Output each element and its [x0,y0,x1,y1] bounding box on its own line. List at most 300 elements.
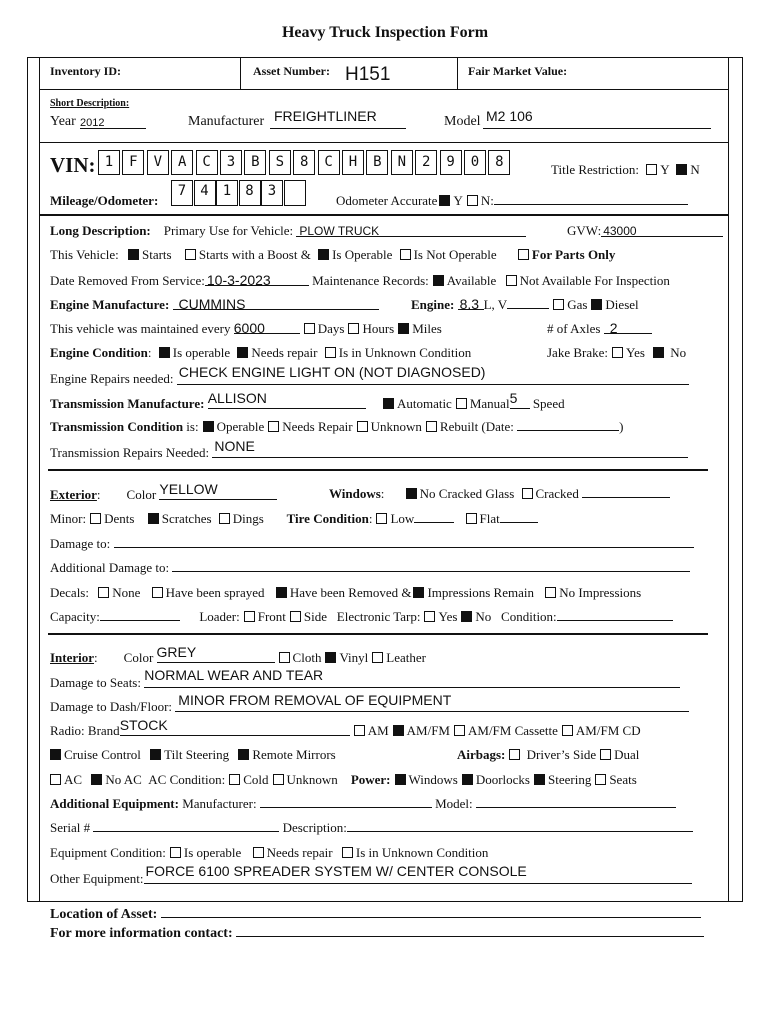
serial-row [50,820,693,836]
equipment-condition-label: Equipment Condition: [50,845,166,860]
drivers-side-checkbox[interactable] [509,749,520,760]
transmission-condition-label: Transmission Condition [50,419,184,434]
maintenance-available-label: Available [446,273,497,288]
title-restriction-label: Title Restriction: [551,162,639,177]
gas-label: Gas [567,297,588,312]
am-fm-cd-checkbox[interactable] [562,725,573,736]
contact-label: For more information contact: [50,926,233,941]
power-steering-checkbox[interactable] [534,774,545,785]
cruise-control-label: Cruise Control [64,747,141,762]
speed-field[interactable] [509,390,530,409]
am-label: AM [367,723,389,738]
dents-checkbox[interactable] [90,513,101,524]
odometer-digit-box[interactable]: 3 [261,180,283,206]
odometer-digit-box[interactable]: 8 [239,180,261,206]
equipment-needs-repair-label: Needs repair [266,845,333,860]
ac-condition-label: AC Condition: [148,772,226,787]
ac-checkbox[interactable] [50,774,61,785]
for-parts-only-label: For Parts Only [531,247,616,262]
date-removed-row [50,272,670,289]
engine-manufacture-field[interactable] [173,296,379,310]
power-windows-label: Windows [408,772,458,787]
primary-use-value: PLOW TRUCK [299,224,380,238]
gvw-field[interactable] [601,223,723,237]
transmission-repairs-row [50,438,688,461]
radio-brand-field[interactable] [119,717,350,736]
cracked-field[interactable] [582,486,670,498]
interior-color-label: Color [123,650,154,665]
engine-repairs-label: Engine Repairs needed: [50,371,174,386]
vin-char-box[interactable]: 0 [464,150,486,175]
impressions-remain-checkbox[interactable] [413,587,424,598]
model-value: M2 106 [486,108,533,124]
serial-label: Serial # [50,820,91,835]
tarp-no-label: No [475,609,492,624]
jake-brake-no-label: No [670,345,687,360]
transmission-operable-checkbox[interactable] [203,421,214,432]
ac-cold-label: Cold [243,772,269,787]
leather-checkbox[interactable] [372,652,383,663]
axles-row [547,320,652,337]
leather-label: Leather [386,650,426,665]
dings-checkbox[interactable] [219,513,230,524]
engine-is-operable-checkbox[interactable] [159,347,170,358]
engine-row [411,296,639,313]
interior-label: Interior [50,650,95,665]
tarp-condition-field[interactable] [557,609,673,621]
tarp-yes-label: Yes [438,609,458,624]
this-vehicle-row [50,247,615,263]
vin-char-box[interactable]: 8 [488,150,510,175]
odometer-accurate-n-label: N: [480,193,494,208]
vin-char-box[interactable]: C [318,150,340,175]
tilt-steering-checkbox[interactable] [150,749,161,760]
title-restriction-y-checkbox[interactable] [646,164,657,175]
vin-label: VIN: [50,153,96,177]
windows-label: Windows [329,486,381,501]
contact-row [50,925,704,942]
damage-row [50,536,694,552]
no-cracked-glass-checkbox[interactable] [406,488,417,499]
hours-checkbox[interactable] [348,323,359,334]
jake-brake-yes-checkbox[interactable] [612,347,623,358]
location-row [50,906,701,923]
equipment-operable-label: Is operable [183,845,242,860]
damage-to-label: Damage to: [50,536,111,551]
location-field[interactable] [161,906,701,918]
mileage-odometer-label: Mileage/Odometer: [50,193,159,208]
power-doorlocks-label: Doorlocks [475,772,530,787]
odometer-digit-box[interactable] [284,180,306,206]
maintenance-not-available-checkbox[interactable] [506,275,517,286]
loader-label: Loader: [199,609,240,624]
odometer-digit-box[interactable]: 7 [171,180,193,206]
other-equipment-row [50,863,692,887]
odometer-digit-box[interactable]: 4 [194,180,216,206]
vin-char-box[interactable]: 3 [220,150,242,175]
additional-equipment-label: Additional Equipment: [50,796,179,811]
date-removed-value: 10-3-2023 [206,272,271,288]
windows-row: Windows: No Cracked Glass Cracked [329,486,670,502]
vin-char-box[interactable]: B [244,150,266,175]
power-seats-label: Seats [609,772,637,787]
additional-damage-row [50,560,690,576]
starts-label: Starts [141,247,172,262]
no-impressions-checkbox[interactable] [545,587,556,598]
equipment-manufacturer-label: Manufacturer: [182,796,257,811]
electronic-tarp-label: Electronic Tarp: [336,609,421,624]
equipment-unknown-checkbox[interactable] [342,847,353,858]
decals-row [50,585,641,601]
engine-condition-label: Engine Condition [50,345,148,360]
manufacturer-label: Manufacturer [188,114,265,129]
cloth-checkbox[interactable] [279,652,290,663]
engine-unknown-checkbox[interactable] [325,347,336,358]
cracked-label: Cracked [535,486,579,501]
remote-mirrors-checkbox[interactable] [238,749,249,760]
maintained-interval-field[interactable] [234,320,300,334]
hours-label: Hours [362,321,395,336]
miles-checkbox[interactable] [398,323,409,334]
transmission-rebuilt-date-field[interactable] [517,419,619,431]
odometer-accurate-n-field[interactable] [494,193,688,205]
speed-value: 5 [509,390,518,406]
is-operable-checkbox[interactable] [318,249,329,260]
is-not-operable-label: Is Not Operable [413,247,497,262]
ac-label: AC [64,772,83,787]
seats-damage-value: NORMAL WEAR AND TEAR [144,667,324,683]
no-ac-checkbox[interactable] [91,774,102,785]
this-vehicle-label: This Vehicle: [50,247,119,262]
long-desc-top-line [39,214,729,216]
options-row [46,747,336,763]
exterior-color-field[interactable] [159,481,277,500]
transmission-operable-label: Operable [216,419,265,434]
engine-needs-repair-checkbox[interactable] [237,347,248,358]
jake-brake-row [547,345,686,361]
engine-repairs-field[interactable] [177,364,689,385]
year-value: 2012 [80,117,105,129]
dual-checkbox[interactable] [600,749,611,760]
no-impressions-label: No Impressions [559,585,642,600]
dash-damage-value: MINOR FROM REMOVAL OF EQUIPMENT [178,692,452,708]
vin-char-box[interactable]: S [269,150,291,175]
gvw-row [567,223,723,239]
maintained-row [50,320,442,337]
am-fm-cassette-checkbox[interactable] [454,725,465,736]
loader-side-checkbox[interactable] [290,611,301,622]
form-title: Heavy Truck Inspection Form [281,24,489,41]
additional-damage-label: Additional Damage to: [50,560,170,575]
decals-none-label: None [112,585,141,600]
vin-char-box[interactable]: 1 [98,150,120,175]
am-fm-label: AM/FM [406,723,450,738]
jake-brake-label: Jake Brake: [547,345,609,360]
gvw-value: 43000 [603,224,637,238]
power-seats-checkbox[interactable] [595,774,606,785]
damage-to-field[interactable] [114,536,694,548]
starts-with-boost-checkbox[interactable] [185,249,196,260]
other-equipment-field[interactable] [144,863,692,884]
tire-flat-checkbox[interactable] [466,513,477,524]
tire-low-checkbox[interactable] [376,513,387,524]
scratches-checkbox[interactable] [148,513,159,524]
loader-front-checkbox[interactable] [244,611,255,622]
description-field[interactable] [347,820,693,832]
engine-l-v-label: L, V [483,297,508,312]
title-restriction-n-label: N [690,162,700,177]
title-restriction [551,162,700,178]
engine-manufacture-row [50,296,379,313]
odometer-accurate-label: Odometer Accurate [336,193,438,208]
transmission-rebuilt-label: Rebuilt (Date: [439,419,514,434]
maintenance-available-checkbox[interactable] [433,275,444,286]
no-cracked-glass-label: No Cracked Glass [419,486,515,501]
vin-char-box[interactable]: 2 [415,150,437,175]
serial-field[interactable] [93,820,279,832]
is-operable-label: Is Operable [332,247,393,262]
primary-use-label: Primary Use for Vehicle: [163,223,294,238]
engine-v-field[interactable] [507,297,549,309]
ac-cold-checkbox[interactable] [229,774,240,785]
transmission-repairs-value: NONE [214,438,255,454]
power-windows-checkbox[interactable] [395,774,406,785]
interior-color-field[interactable] [156,644,275,663]
axles-field[interactable] [604,320,652,334]
power-steering-label: Steering [548,772,592,787]
decals-removed-label: Have been Removed & [289,585,412,600]
tire-condition-label: Tire Condition [286,511,369,526]
year-label: Year [50,114,76,129]
engine-manufacture-label: Engine Manufacture: [50,297,170,312]
diesel-checkbox[interactable] [591,299,602,310]
ac-unknown-checkbox[interactable] [273,774,284,785]
manual-label: Manual [469,396,510,411]
scratches-label: Scratches [161,511,212,526]
dash-damage-field[interactable] [175,692,689,712]
date-removed-field[interactable] [205,272,309,286]
for-parts-only-checkbox[interactable] [518,249,529,260]
axles-value: 2 [609,320,618,336]
days-label: Days [317,321,345,336]
tarp-no-checkbox[interactable] [461,611,472,622]
engine-repairs-value: CHECK ENGINE LIGHT ON (NOT DIAGNOSED) [178,364,486,380]
short-description-label: Short Description: [50,98,130,109]
tarp-yes-checkbox[interactable] [424,611,435,622]
loader-side-label: Side [303,609,328,624]
engine-repairs-row [50,364,689,387]
exterior-label: Exterior [50,487,97,502]
am-fm-checkbox[interactable] [393,725,404,736]
vin-char-box[interactable]: F [122,150,144,175]
seats-damage-label: Damage to Seats: [50,675,141,690]
interior-color-value: GREY [156,644,197,660]
vinyl-checkbox[interactable] [325,652,336,663]
drivers-side-label: Driver’s Side [526,747,597,762]
seats-damage-row [50,667,680,691]
interior-row: Interior: Color GREY Cloth Vinyl Leather [50,644,426,665]
equipment-needs-repair-checkbox[interactable] [253,847,264,858]
odometer-accurate-y-checkbox[interactable] [439,195,450,206]
transmission-repairs-field[interactable] [212,438,688,458]
minor-row: Minor: Dents Scratches Dings Tire Condition: Low Flat [50,511,538,527]
engine-unknown-label: Is in Unknown Condition [338,345,472,360]
automatic-label: Automatic [396,396,452,411]
model-label: Model [444,114,481,129]
engine-needs-repair-label: Needs repair [251,345,318,360]
vin-char-box[interactable]: H [342,150,364,175]
transmission-manufacture-label: Transmission Manufacture: [50,396,205,411]
engine-condition-row: Engine Condition: Is operable Needs repair Is in Unknown Condition [50,345,472,360]
decals-removed-checkbox[interactable] [276,587,287,598]
vin-char-box[interactable]: 8 [293,150,315,175]
days-checkbox[interactable] [304,323,315,334]
radio-row [50,717,641,739]
am-fm-cassette-label: AM/FM Cassette [468,723,558,738]
decals-sprayed-checkbox[interactable] [152,587,163,598]
inventory-id-label: Inventory ID: [50,64,121,78]
transmission-needs-repair-checkbox[interactable] [268,421,279,432]
equipment-model-label: Model: [435,796,473,811]
vin-char-box[interactable]: 9 [440,150,462,175]
maintenance-records-label: Maintenance Records: [312,273,429,288]
primary-use-field[interactable] [296,223,526,237]
gas-checkbox[interactable] [553,299,564,310]
primary-use-row [50,223,526,239]
am-fm-cd-label: AM/FM CD [575,723,641,738]
transmission-condition-row: Transmission Condition is: Operable Needs Repair Unknown Rebuilt (Date: ) [50,419,624,434]
transmission-unknown-checkbox[interactable] [357,421,368,432]
ac-unknown-label: Unknown [286,772,338,787]
title-restriction-y-label: Y [660,162,670,177]
transmission-manufacture-field[interactable] [207,390,366,409]
odometer-accurate-n-checkbox[interactable] [467,195,478,206]
year-field[interactable] [80,114,146,129]
exterior-color-value: YELLOW [159,481,218,497]
additional-damage-field[interactable] [172,560,690,572]
vin-char-box[interactable]: A [171,150,193,175]
fair-market-value-label: Fair Market Value: [468,64,568,78]
automatic-checkbox[interactable] [383,398,394,409]
equipment-unknown-label: Is in Unknown Condition [355,845,489,860]
vin-char-box[interactable]: C [196,150,218,175]
impressions-remain-label: Impressions Remain [427,585,534,600]
location-label: Location of Asset: [50,907,158,922]
other-equipment-label: Other Equipment: [50,871,144,886]
starts-checkbox[interactable] [128,249,139,260]
transmission-manufacture-row [50,390,565,412]
tarp-condition-label: Condition: [501,609,557,624]
transmission-condition-is: is: [186,419,199,434]
airbags-row [457,747,639,763]
equipment-manufacturer-field[interactable] [260,796,432,808]
maintained-label: This vehicle was maintained every [50,321,231,336]
is-not-operable-checkbox[interactable] [400,249,411,260]
date-removed-label: Date Removed From Service: [50,273,205,288]
dash-damage-row [50,692,689,715]
diesel-label: Diesel [605,297,639,312]
vin-char-box[interactable]: V [147,150,169,175]
exterior-row: Exterior: Color YELLOW [50,486,277,503]
transmission-repairs-label: Transmission Repairs Needed: [50,445,210,460]
description-label: Description: [282,820,347,835]
tire-low-label: Low [390,511,415,526]
gvw-label: GVW: [567,223,602,238]
cloth-label: Cloth [292,650,322,665]
transmission-manufacture-value: ALLISON [207,390,267,406]
cracked-checkbox[interactable] [522,488,533,499]
vin-char-box[interactable]: N [391,150,413,175]
loader-front-label: Front [257,609,286,624]
capacity-row [50,609,673,625]
jake-brake-no-checkbox[interactable] [653,347,664,358]
radio-brand-label: Radio: Brand [50,723,120,738]
cruise-control-checkbox[interactable] [50,749,61,760]
engine-is-operable-label: Is operable [172,345,231,360]
decals-none-checkbox[interactable] [98,587,109,598]
decals-sprayed-label: Have been sprayed [165,585,265,600]
tilt-steering-label: Tilt Steering [164,747,230,762]
power-label: Power: [350,772,391,787]
odometer-digit-box[interactable]: 1 [216,180,238,206]
vinyl-label: Vinyl [339,650,369,665]
axles-label: # of Axles [547,321,601,336]
am-checkbox[interactable] [354,725,365,736]
manual-checkbox[interactable] [456,398,467,409]
contact-field[interactable] [236,925,704,937]
engine-displacement-value: 8.3 [459,296,480,312]
tire-flat-field[interactable] [500,511,538,523]
exterior-color-label: Color [126,487,157,502]
ac-row [46,772,637,788]
jake-brake-yes-label: Yes [626,345,645,360]
transmission-unknown-label: Unknown [370,419,422,434]
capacity-field[interactable] [100,609,180,621]
tire-low-field[interactable] [414,511,454,523]
starts-with-boost-label: Starts with a Boost & [198,247,311,262]
engine-manufacture-value: CUMMINS [178,296,246,312]
manufacturer-value: FREIGHTLINER [274,108,377,124]
manufacturer-field[interactable] [270,108,406,129]
no-ac-label: No AC [105,772,142,787]
decals-label: Decals: [50,585,89,600]
maintenance-not-available-label: Not Available For Inspection [519,273,670,288]
header-divider-2 [457,57,458,90]
dings-label: Dings [232,511,264,526]
remote-mirrors-label: Remote Mirrors [252,747,336,762]
engine-displacement-field[interactable] [458,296,484,310]
model-field[interactable] [483,108,711,129]
asset-number-label: Asset Number: [253,64,330,78]
vin-section-top-line [39,142,729,143]
maintained-interval-value: 6000 [233,320,265,336]
asset-number-value[interactable]: H151 [345,64,391,85]
equipment-model-field[interactable] [476,796,676,808]
transmission-rebuilt-checkbox[interactable] [426,421,437,432]
engine-label: Engine: [411,297,455,312]
capacity-label: Capacity: [50,609,100,624]
vin-char-box[interactable]: B [366,150,388,175]
equipment-operable-checkbox[interactable] [170,847,181,858]
equipment-condition-row [50,845,488,861]
title-restriction-n-checkbox[interactable] [676,164,687,175]
seats-damage-field[interactable] [144,667,680,688]
power-doorlocks-checkbox[interactable] [462,774,473,785]
radio-brand-value: STOCK [119,717,168,733]
dash-damage-label: Damage to Dash/Floor: [50,699,173,714]
interior-separator [48,633,708,635]
minor-label: Minor: [50,511,87,526]
